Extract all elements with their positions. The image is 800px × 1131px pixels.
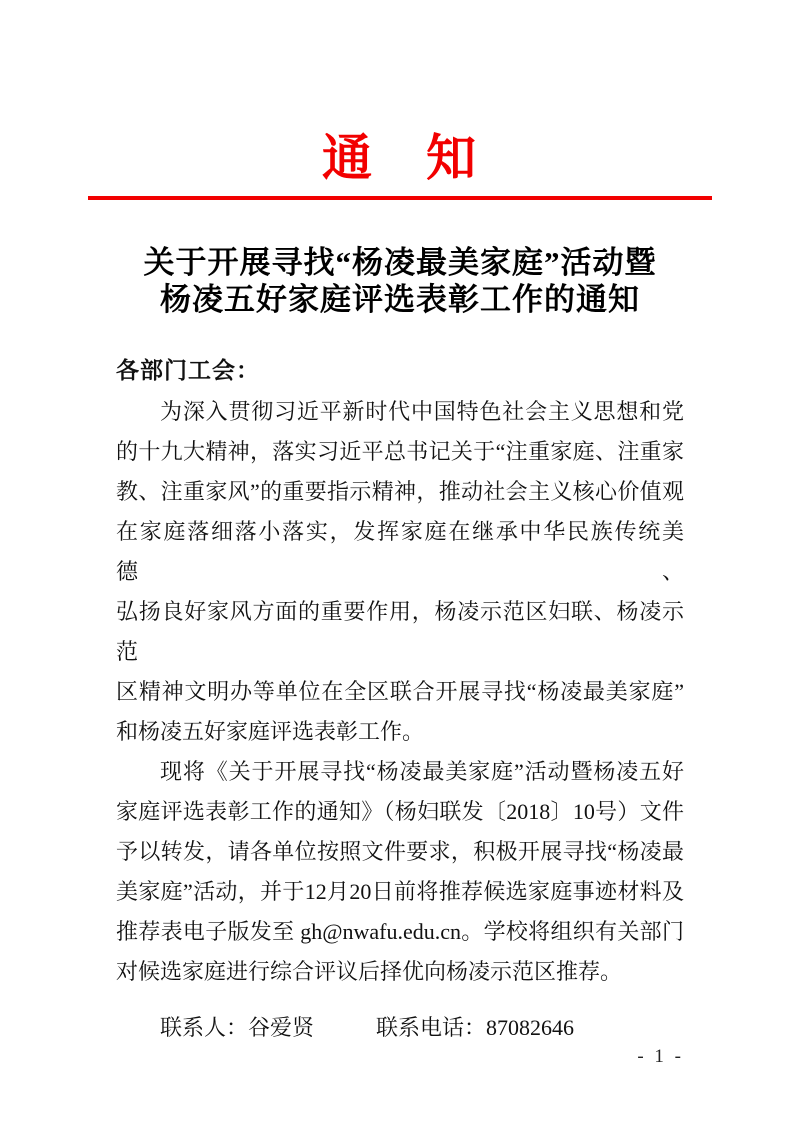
body-line: 区精神文明办等单位在全区联合开展寻找“杨凌最美家庭” [116, 679, 684, 704]
body-line: 对候选家庭进行综合评议后择优向杨凌示范区推荐。 [116, 959, 623, 984]
body-line: 教、注重家风”的重要指示精神，推动社会主义核心价值观 [116, 479, 684, 504]
contact-phone-number: 87082646 [486, 1015, 575, 1040]
salutation: 各部门工会： [116, 358, 260, 383]
body-line: 和杨凌五好家庭评选表彰工作。 [116, 719, 425, 744]
body-line: 弘扬良好家风方面的重要作用，杨凌示范区妇联、杨凌示范 [116, 599, 684, 664]
body-line: 推荐表电子版发至 gh@nwafu.edu.cn。学校将组织有关部门 [116, 919, 684, 944]
document-title-line1: 关于开展寻找“杨凌最美家庭”活动暨 [143, 245, 657, 280]
document-body [116, 350, 684, 1048]
contact-person-name: 谷爱贤 [248, 1015, 315, 1040]
contact-phone [376, 1008, 574, 1048]
contact-phone-label: 联系电话： [376, 1015, 487, 1040]
body-line: 为深入贯彻习近平新时代中国特色社会主义思想和党 [160, 399, 684, 424]
body-line: 在家庭落细落小落实，发挥家庭在继承中华民族传统美德、 [116, 519, 684, 584]
body-line: 的十九大精神，落实习近平总书记关于“注重家庭、注重家 [116, 439, 684, 464]
body-line: 现将《关于开展寻找“杨凌最美家庭”活动暨杨凌五好 [160, 759, 684, 784]
body-line: 予以转发，请各单位按照文件要求，积极开展寻找“杨凌最 [116, 839, 684, 864]
notice-header: 通 知 [322, 130, 478, 186]
body-line: 美家庭”活动，并于12月20日前将推荐候选家庭事迹材料及 [116, 879, 684, 904]
contact-person-label: 联系人： [160, 1015, 249, 1040]
document-title [90, 244, 710, 318]
page-number: - 1 - [637, 1046, 684, 1067]
body-line: 家庭评选表彰工作的通知》（杨妇联发〔2018〕10号）文件 [116, 799, 684, 824]
document-title-line2: 杨凌五好家庭评选表彰工作的通知 [160, 282, 640, 317]
header-divider-rule [88, 196, 712, 200]
contact-row [116, 1008, 684, 1048]
contact-person [160, 1008, 314, 1048]
